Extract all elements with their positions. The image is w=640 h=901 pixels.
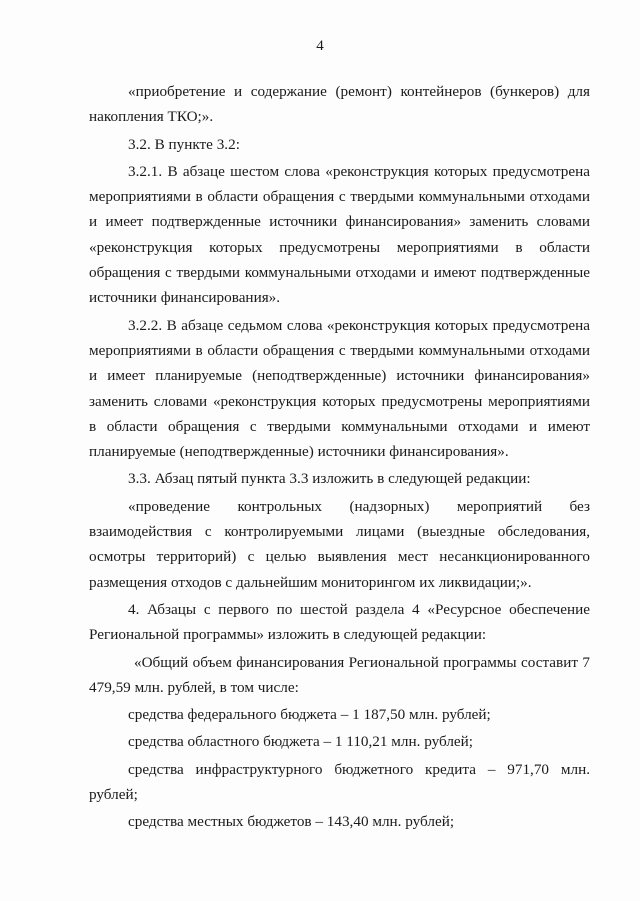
- paragraph-federal-budget: средства федерального бюджета – 1 187,50 млн. рублей;: [128, 706, 491, 724]
- page-number: 4: [316, 38, 324, 54]
- paragraph-section-3-2-2: 3.2.2. В абзаце седьмом слова «реконструкция которых предусмотрена мероприятиями в области обращения с твердыми коммунальными отходами и имеет планируемые (неподтвержденные) источники финансирования» заменить словами «реконструкция которых предусмотрены мероприятиями в области обращения с твердыми коммунальными отходами и имеют планируемые (неподтвержденные) источники финансирования».: [89, 316, 590, 461]
- paragraph-inspection-quote: «проведение контрольных (надзорных) мероприятий без взаимодействия с контролируемыми лицами (выездные обследования, осмотры территорий) с целью выявления мест несанкционированного размещения отходов с дальнейшим мониторингом их ликвидации;».: [89, 497, 590, 591]
- paragraph-infrastructure-credit: средства инфраструктурного бюджетного кредита – 971,70 млн. рублей;: [89, 760, 590, 804]
- paragraph-section-3-3: 3.3. Абзац пятый пункта 3.3 изложить в следующей редакции:: [128, 470, 531, 488]
- paragraph-containers-item: «приобретение и содержание (ремонт) контейнеров (бункеров) для накопления ТКО;».: [89, 83, 590, 126]
- paragraph-section-3-2-1: 3.2.1. В абзаце шестом слова «реконструкция которых предусмотрена мероприятиями в области обращения с твердыми коммунальными отходами и имеет подтвержденные источники финансирования» заменить словами «реконструкция которых предусмотрены мероприятиями в области обращения с твердыми коммунальными отходами и имеют подтвержденные источники финансирования».: [89, 162, 590, 307]
- paragraph-section-4: 4. Абзацы с первого по шестой раздела 4 «Ресурсное обеспечение Региональной программы» изложить в следующей редакции:: [89, 600, 590, 644]
- paragraph-section-3-2: 3.2. В пункте 3.2:: [128, 135, 240, 153]
- paragraph-regional-budget: средства областного бюджета – 1 110,21 млн. рублей;: [128, 733, 474, 751]
- paragraph-local-budgets: средства местных бюджетов – 143,40 млн. рублей;: [128, 813, 455, 831]
- paragraph-total-funding: «Общий объем финансирования Региональной программы составит 7 479,59 млн. рублей, в том числе:: [89, 653, 590, 696]
- document-body: [89, 79, 590, 837]
